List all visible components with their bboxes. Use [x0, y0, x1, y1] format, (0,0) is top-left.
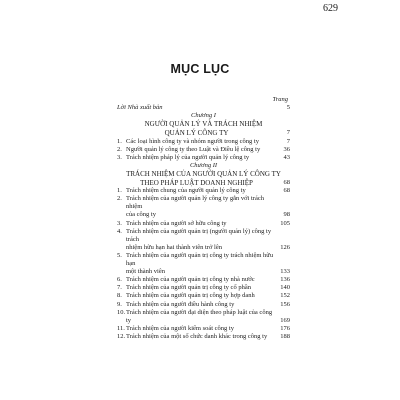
toc-entry-page: 98 [283, 211, 290, 219]
toc-entry [117, 138, 290, 146]
toc-entry-number [117, 268, 126, 276]
page-column-label: Trang [272, 96, 288, 103]
chapter-1-entries [117, 138, 290, 162]
chapter-2-entries [117, 187, 290, 341]
toc-entry-number: 2. [117, 195, 122, 203]
toc-entry-label: nhiệm hữu hạn hai thành viên trở lên [126, 243, 222, 251]
toc-entry [117, 154, 290, 162]
toc-entry-label: Lời Nhà xuất bản [117, 104, 163, 111]
toc-entry-number [117, 211, 126, 219]
chapter-2-title-line2: THEO PHÁP LUẬT DOANH NGHIỆP [140, 178, 253, 187]
chapter-1-title-line1: NGƯỜI QUẢN LÝ VÀ TRÁCH NHIỆM [144, 120, 263, 129]
toc-entry-number: 9. [117, 300, 122, 308]
toc-entry-page: 169 [280, 316, 290, 324]
chapter-1-page: 7 [286, 128, 290, 136]
toc-entry-label: Trách nhiệm chung của người quản lý công ty [126, 187, 246, 195]
toc-title: MỤC LỤC [170, 62, 230, 76]
toc-entry [117, 252, 290, 268]
toc-entry [117, 211, 290, 219]
toc-entry [117, 284, 290, 292]
chapter-2-heading: Chương II [189, 162, 218, 170]
toc-entry [117, 292, 290, 300]
toc-entry-label: Trách nhiệm của người sở hữu công ty [126, 219, 227, 227]
toc-entry-intro [117, 104, 290, 112]
toc-entry-page: 136 [280, 276, 290, 284]
toc-entry [117, 301, 290, 309]
toc-entry [117, 146, 290, 154]
toc-entry-number: 7. [117, 284, 122, 292]
toc-entry-number: 4. [117, 227, 122, 235]
toc-entry-page: 152 [280, 292, 290, 300]
toc-entry-page: 7 [286, 138, 290, 145]
toc-entry-label: Trách nhiệm của người quản lý công ty gắn với trách nhiệm [126, 195, 264, 211]
toc-entry-label: Các loại hình công ty và nhóm người trong công ty [126, 138, 259, 145]
toc-entry-page: 176 [280, 324, 290, 332]
toc-entry-page: 36 [283, 146, 290, 154]
chapter-1-title-row [117, 129, 290, 137]
toc-entry [117, 244, 290, 252]
toc-entry-label: Trách nhiệm của người kiểm soát công ty [126, 324, 234, 332]
toc-entry-label: Trách nhiệm của người quản trị (người quản lý) công ty trách [126, 227, 272, 243]
toc-entry-label: Trách nhiệm của người quản trị công ty hợp danh [126, 292, 255, 300]
toc-entry [117, 268, 290, 276]
chapter-2-title-row [117, 179, 290, 187]
toc-entry-label: Trách nhiệm của người điều hành công ty [126, 300, 235, 308]
toc-entry-label: Trách nhiệm của người quản trị công ty trách nhiệm hữu hạn [126, 251, 274, 268]
chapter-2-title-line1: TRÁCH NHIỆM CỦA NGƯỜI QUẢN LÝ CÔNG TY [126, 170, 281, 179]
toc-entry-page: 5 [286, 104, 290, 111]
toc-entry [117, 333, 290, 341]
toc-entry [117, 276, 290, 284]
toc-body [117, 104, 290, 341]
toc-entry-page: 105 [280, 219, 290, 227]
toc-entry-number: 6. [117, 276, 122, 284]
toc-entry [117, 220, 290, 228]
toc-entry [117, 228, 290, 244]
toc-entry-label: một thành viên [126, 268, 165, 276]
toc-entry-label: Người quản lý công ty theo Luật và Điều lệ công ty [126, 146, 261, 154]
toc-entry-number: 1. [117, 187, 122, 195]
chapter-1-heading: Chương I [191, 112, 216, 120]
toc-entry [117, 325, 290, 333]
toc-entry [117, 309, 290, 325]
toc-entry-page: 68 [283, 187, 290, 195]
toc-entry-number: 5. [117, 251, 122, 259]
toc-entry-number: 8. [117, 292, 122, 300]
toc-entry-page: 188 [280, 332, 290, 340]
toc-entry-number: 3. [117, 219, 122, 227]
page-number: 629 [323, 3, 338, 14]
toc-entry-label: Trách nhiệm của người quản trị công ty cổ phần [126, 284, 251, 292]
toc-entry-page: 126 [280, 243, 290, 251]
chapter-1-title-line2: QUẢN LÝ CÔNG TY [164, 128, 229, 137]
toc-entry-number: 12. [117, 332, 126, 340]
toc-entry-number: 2. [117, 146, 122, 154]
toc-entry [117, 187, 290, 195]
toc-entry-number: 1. [117, 138, 122, 145]
toc-entry-label: Trách nhiệm pháp lý của người quản lý công ty [126, 154, 250, 162]
toc-entry-label: Trách nhiệm của người quản trị công ty nhà nước [126, 276, 255, 284]
toc-entry-number: 3. [117, 154, 122, 162]
toc-entry-page: 156 [280, 300, 290, 308]
toc-entry-label: của công ty [126, 211, 156, 219]
toc-entry [117, 195, 290, 211]
toc-entry-number: 11. [117, 324, 125, 332]
toc-entry-number [117, 244, 126, 252]
toc-entry-number: 10. [117, 308, 126, 316]
chapter-2-page: 68 [283, 179, 290, 187]
toc-entry-page: 43 [283, 154, 290, 162]
toc-entry-label: Trách nhiệm của một số chức danh khác trong công ty [126, 332, 268, 340]
toc-entry-label: Trách nhiệm của người đại diện theo pháp luật của công ty [126, 308, 273, 324]
toc-entry-page: 133 [280, 268, 290, 276]
toc-entry-page: 140 [280, 284, 290, 292]
